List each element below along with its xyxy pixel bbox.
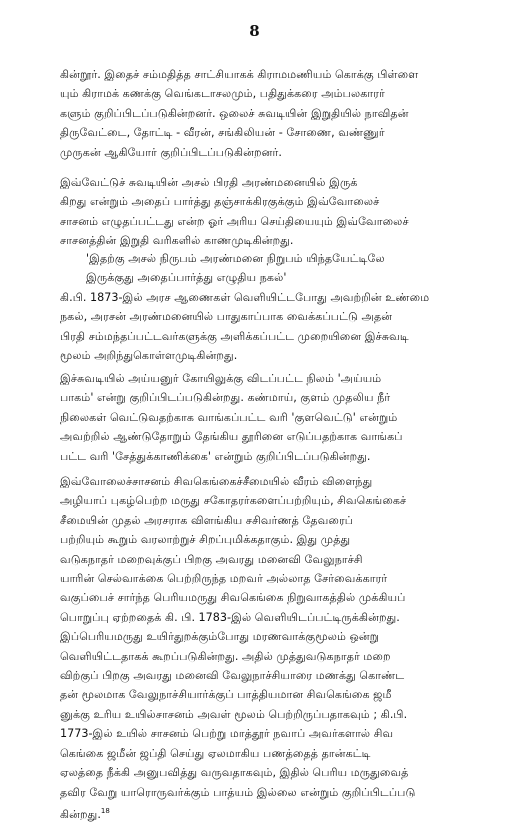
text-line: வகுப்பைச் சார்ந்த பெரியமருது சிவகெங்கை நிறுவாகத்தில் முக்கியப் xyxy=(60,591,406,605)
text-line: நகல், அரசன் அரண்மனையில் பாதுகாப்பாக வைக்கப்பட்டு அதன் xyxy=(60,310,393,324)
text-line: பட்ட வரி 'சேத்துக்காணிக்கை' என்றும் குறிப்பிடப்படுகின்றது. xyxy=(60,449,371,463)
text-line: விற்குப் பிறகு அவரது மனைவி வேலுநாச்சியாரை மணக்து கொண்ட xyxy=(60,669,405,683)
text-line: நிலைகள் வெட்டுவதற்காக வாங்கப்பட்ட வரி 'குளவெட்டு' என்றும் xyxy=(60,410,398,424)
text-line: கி.பி. 1873-இல் அரச ஆணைகள் வெளியிட்டபோது அவற்றின் உண்மை xyxy=(60,291,430,304)
page-number: 8 xyxy=(249,22,260,40)
text-line: முருகன் ஆகியோர் குறிப்பிடப்படுகின்றனர். xyxy=(60,145,282,159)
text-line: யும் கிராமக் கணக்கு வெங்கடாசலமும், பதிதுக்கரை அம்பலகாரர் xyxy=(60,87,385,101)
text-line: மூலம் அறிந்துகொள்ளமுடிகின்றது. xyxy=(60,349,238,363)
text-line: பிரதி சம்மந்தப்பட்டவர்களுக்கு அளிக்கப்பட்ட முறையினை இச்சுவடி xyxy=(60,329,409,343)
quotation xyxy=(86,249,486,288)
quote-line: இருக்குது அதைப்பார்த்து எழுதிய நகல்' xyxy=(86,271,287,285)
text-line: சீமையின் முதல் அரசராக விளங்கிய சசிவர்ணத் தேவரைப் xyxy=(60,513,354,527)
text-line: சாசனத்தின் இறுதி வரிகளில் காணமுடிகின்றது. xyxy=(60,234,294,248)
text-line-final: கின்றது. xyxy=(60,807,101,821)
text-line: கின்றூர். இதைச் சம்மதித்த சாட்சியாகக் கிராமமணியம் கொக்கு பிள்ளை xyxy=(60,68,419,81)
text-line: இப்பெரியமருது உயிர்துறக்கும்போது மரணவாக்குமூலம் ஒன்று xyxy=(60,630,380,644)
text-line: வெளியிட்டதாகக் கூறப்படுகின்றது. அதில் முத்துவடுகநாதர் மறை xyxy=(60,649,391,663)
text-line: அழியாப் புகழ்பெற்ற மருது சகோதரர்களைப்பற்றியும், சிவகெங்கைச் xyxy=(60,494,407,508)
text-line: கெங்கை ஜமீன் ஜப்தி செய்து ஏலமாகிய பணத்தைத் தான்கட்டி xyxy=(60,746,371,760)
text-line: இவ்வோலைச்சாசனம் சிவகெங்கைச்சீமையில் வீரம் விளைந்து xyxy=(60,475,373,488)
text-line: அவற்றில் ஆண்டுதோறும் தேங்கிய தூரினை எடுப்பதற்காக வாங்கப் xyxy=(60,430,403,444)
text-line: 1773-இல் உயில் சாசனம் பெற்று மாத்தூர் நவாப் அவர்களால் சிவ xyxy=(60,727,394,741)
text-line: திருவேட்டை, தோட்டி - வீரன், சங்கிலியன் - சோணை, வண்ணுர் xyxy=(60,126,385,140)
footnote-reference: 18 xyxy=(100,806,110,815)
paragraph-4 xyxy=(60,369,492,466)
text-line: பாகம்' என்று குறிப்பிடப்படுகின்றது. கண்மாய், குளம் முதலிய நீர் xyxy=(60,391,391,405)
text-line: னுக்கு உரிய உயில்சாசனம் அவள் மூலம் பெற்றிருப்பதாகவும் ; கி.பி. xyxy=(60,707,408,721)
text-line: கிறது என்றும் அதைப் பார்த்து தஞ்சாக்கிரகுக்கும் இவ்வோலைச் xyxy=(60,195,380,209)
paragraph-5 xyxy=(60,472,492,824)
text-line: தன் மூலமாக வேலுநாச்சியார்க்குப் பாத்தியமான சிவகெங்கை ஜமீ xyxy=(60,688,392,702)
text-line: யாரின் செல்வாக்கை பெற்றிருந்த மறவர் அல்லாத சேர்வைக்காரர் xyxy=(60,572,388,586)
paragraph-1 xyxy=(60,65,492,162)
text-line: இவ்வேட்டுச் சுவடியின் அசல் பிரதி அரண்மனையில் இருக் xyxy=(60,176,358,189)
text-line: சாசனம் எழுதப்பட்டது என்ற ஓர் அரிய செய்தியையும் இவ்வோலைச் xyxy=(60,214,409,228)
paragraph-3 xyxy=(60,288,492,366)
text-line: இச்சுவடியில் அய்யனுர் கோயிலுக்கு விடப்பட்ட நிலம் 'அய்யம் xyxy=(60,372,382,385)
text-line: பொறுப்பு ஏற்றதைக் கி. பி. 1783-இல் வெளியிடப்பட்டிருக்கின்றது. xyxy=(60,610,400,624)
text-line: ஏலத்தை நீக்கி அனுபவித்து வருவதாகவும், இதில் பெரிய மருதுவைத் xyxy=(60,766,409,780)
paragraph-2 xyxy=(60,173,492,251)
text-line: பற்றியும் கூறும் வரலாற்றுச் சிறப்புமிக்கதாகும். இது முத்து xyxy=(60,533,351,547)
text-line-last xyxy=(60,802,492,824)
text-line: வடுகநாதர் மறைவுக்குப் பிறகு அவரது மனைவி வேலுநாச்சி xyxy=(60,552,363,566)
quote-line: 'இதற்கு அசல் நிருபம் அரண்மனை நிறுபம் யிந்தயேட்டிலே xyxy=(86,252,385,265)
text-line: களும் குறிப்பிடப்படுகின்றனர். ஒலைச் சுவடியின் இறுதியில் நாவிதன் xyxy=(60,106,409,120)
text-line: தவிர வேறு யாரொருவர்க்கும் பாத்யம் இல்லை என்றும் குறிப்பிடப்படு xyxy=(60,785,416,799)
